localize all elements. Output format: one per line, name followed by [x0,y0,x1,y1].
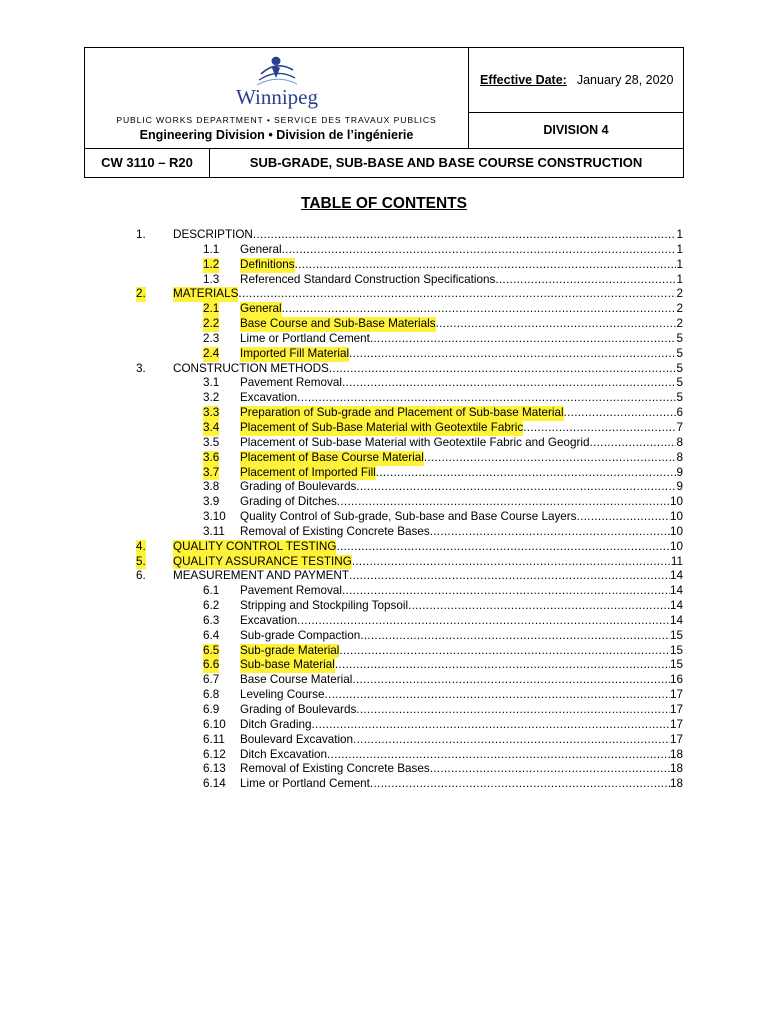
toc-entry-text: Imported Fill Material [240,346,350,360]
toc-entry-line [240,258,683,273]
toc-entry-text: Quality Control of Sub-grade, Sub-base and Base Course Layers [240,510,577,524]
toc-entry-line [173,362,683,377]
dot-leader [424,451,677,466]
toc-entry-page: 10 [669,524,683,538]
toc-entry-number: 6.11 [203,732,225,746]
toc-entry[interactable] [0,762,768,777]
toc-entry[interactable] [0,480,768,495]
toc-entry-number: 6.5 [203,643,220,657]
toc-entry-page: 14 [669,613,683,627]
toc-entry-number: 6.12 [203,747,226,761]
toc-entry-page: 6 [676,406,683,420]
toc-entry-page: 15 [669,658,683,672]
spec-code: CW 3110 – R20 [101,155,193,170]
toc-entry-line [240,406,683,421]
toc-entry[interactable] [0,569,768,584]
toc-entry[interactable] [0,555,768,570]
toc-entry-number: 1. [136,228,146,241]
dot-leader [327,748,670,763]
toc-entry-number: 6.14 [203,777,226,791]
toc-entry-number: 3.1 [203,376,220,390]
toc-entry-text: Sub-base Material [240,658,335,672]
toc-entry-line [240,525,683,540]
toc-entry[interactable] [0,243,768,258]
toc-entry[interactable] [0,421,768,436]
toc-entry-page: 14 [669,599,683,613]
toc-entry-number: 3.8 [203,480,220,494]
toc-entry-text: Excavation [240,391,298,405]
toc-entry-page: 2 [676,317,683,331]
toc-entry[interactable] [0,273,768,288]
effective-date-value: January 28, 2020 [576,73,674,87]
toc-entry[interactable] [0,376,768,391]
toc-entry[interactable] [0,644,768,659]
toc-entry-line [240,688,683,703]
toc-entry-line [240,629,683,644]
dot-leader [376,466,677,481]
toc-entry[interactable] [0,495,768,510]
toc-entry-number: 4. [136,539,146,553]
toc-entry[interactable] [0,436,768,451]
dot-leader [253,228,677,243]
toc-entry[interactable] [0,317,768,332]
dot-leader [295,258,677,273]
logo-wordmark: Winnipeg [236,85,318,109]
toc-entry-line [240,599,683,614]
dot-leader [436,317,677,332]
toc-entry-line [240,703,683,718]
toc-entry-page: 5 [676,346,683,360]
toc-entry-page: 15 [669,643,683,657]
toc-entry-line [173,228,683,243]
toc-entry-number: 3.9 [203,495,220,509]
toc-entry-number: 3.4 [203,420,220,434]
toc-entry[interactable] [0,748,768,763]
toc-entry-text: Ditch Excavation [240,747,328,761]
toc-entry-number: 6. [136,569,146,583]
toc-entry[interactable] [0,451,768,466]
toc-entry-text: General [240,302,282,316]
toc-entry-text: Definitions [240,257,295,271]
toc-entry-text: Excavation [240,613,298,627]
dot-leader [238,287,676,302]
toc-entry-number: 3.3 [203,406,220,420]
toc-entry-line [240,510,683,525]
toc-entry-page: 8 [676,450,683,464]
toc-entry-text: MEASUREMENT AND PAYMENT [173,569,349,583]
toc-entry-number: 2.4 [203,346,220,360]
toc-entry-number: 1.1 [203,242,220,256]
toc-entry-page: 2 [676,302,683,316]
toc-entry-page: 5 [676,331,683,345]
toc-entry-line [240,495,683,510]
dot-leader [297,614,670,629]
toc-entry-text: Leveling Course [240,688,325,702]
toc-entry-text: Base Course Material [240,673,353,687]
toc-entry-text: Pavement Removal [240,584,342,598]
toc-entry-line [240,762,683,777]
toc-entry-page: 17 [669,688,683,702]
dot-leader [342,376,676,391]
toc-entry-line [240,466,683,481]
dot-leader [329,362,677,377]
toc-entry-page: 1 [676,228,683,241]
toc-entry-page: 10 [669,495,683,509]
toc-entry-line [240,347,683,362]
toc-entry-number: 2.1 [203,302,220,316]
toc-entry-text: Base Course and Sub-Base Materials [240,317,436,331]
toc-entry-number: 1.3 [203,272,220,286]
toc-entry-page: 10 [669,510,683,524]
dot-leader [352,673,670,688]
toc-entry[interactable] [0,510,768,525]
toc-entry-line [240,376,683,391]
toc-entry-page: 9 [676,480,683,494]
toc-entry-number: 3. [136,361,146,375]
toc-entry-page: 7 [676,420,683,434]
toc-entry-page: 1 [676,272,683,286]
toc-entry[interactable] [0,703,768,718]
dot-leader [324,688,670,703]
toc-entry-page: 14 [669,569,683,583]
toc-entry-text: Sub-grade Compaction [240,628,361,642]
toc-entry-number: 3.5 [203,435,220,449]
toc-entry-text: QUALITY CONTROL TESTING [173,539,337,553]
toc-entry[interactable] [0,673,768,688]
toc-entry-page: 1 [676,257,683,271]
toc-entry-number: 6.9 [203,703,220,716]
dot-leader [282,302,677,317]
toc-entry-text: Pavement Removal [240,376,342,390]
toc-entry-text: DESCRIPTION [173,228,253,241]
toc-entry-line [240,614,683,629]
toc-entry-page: 17 [669,717,683,731]
header-divider [468,112,684,113]
toc-entry[interactable] [0,302,768,317]
toc-entry-text: Ditch Grading [240,717,312,731]
toc-entry-line [240,317,683,332]
toc-entry-page: 5 [676,376,683,390]
toc-entry-line [240,451,683,466]
toc-entry-line [173,555,683,570]
dot-leader [337,495,670,510]
toc-entry-page: 10 [669,539,683,553]
toc-entry[interactable] [0,718,768,733]
toc-entry-text: MATERIALS [173,287,239,301]
toc-entry-line [240,673,683,688]
toc-entry-number: 6.7 [203,673,220,687]
toc-entry-text: Sub-grade Material [240,643,340,657]
effective-date-label: Effective Date: [480,73,567,87]
dot-leader [408,599,670,614]
dot-leader [370,332,677,347]
toc-entry-line [240,243,683,258]
toc-entry-number: 5. [136,554,146,568]
toc-title: TABLE OF CONTENTS [301,195,467,212]
toc-entry[interactable] [0,332,768,347]
toc-entry[interactable] [0,599,768,614]
department-name: PUBLIC WORKS DEPARTMENT • SERVICE DES TRAVAUX PUBLICS [116,115,437,125]
dot-leader [356,703,670,718]
dot-leader [349,347,676,362]
toc-entry-text: QUALITY ASSURANCE TESTING [173,554,352,568]
toc-entry[interactable] [0,733,768,748]
toc-entry-page: 18 [669,747,683,761]
toc-entry[interactable] [0,629,768,644]
toc-entry-text: Boulevard Excavation [240,732,354,746]
toc-entry-line [173,540,683,555]
toc-entry-line [173,569,683,584]
document-header [84,47,684,178]
toc-entry-page: 15 [669,628,683,642]
toc-entry-page: 5 [676,391,683,405]
dot-leader [495,273,676,288]
toc-entry-number: 3.7 [203,465,220,479]
header-divider [85,148,683,149]
toc-entry-text: Lime or Portland Cement [240,777,370,791]
toc-entry-page: 16 [669,673,683,687]
toc-entry-text: Lime or Portland Cement [240,331,370,345]
toc-entry-number: 6.8 [203,688,220,702]
toc-entry[interactable] [0,347,768,362]
toc-entry-text: Grading of Boulevards [240,480,357,494]
toc-entry-page: 9 [676,465,683,479]
dot-leader [523,421,676,436]
toc-entry-line [240,748,683,763]
toc-entry[interactable] [0,688,768,703]
toc-entry[interactable] [0,525,768,540]
toc-entry-text: Placement of Sub-Base Material with Geotextile Fabric [240,420,524,434]
toc-entry-page: 11 [670,554,683,568]
toc-entry[interactable] [0,614,768,629]
division-name: Engineering Division • Division de l’ingénierie [139,128,414,142]
toc-entry-text: Removal of Existing Concrete Bases [240,524,430,538]
toc-entry[interactable] [0,466,768,481]
toc-entry-page: 18 [669,762,683,776]
toc-entry-line [240,480,683,495]
toc-entry[interactable] [0,658,768,673]
toc-entry-page: 14 [669,584,683,598]
toc-entry-number: 6.1 [203,584,220,598]
toc-entry-line [240,644,683,659]
dot-leader [360,629,670,644]
toc-entry-line [240,421,683,436]
toc-entry-number: 6.4 [203,628,220,642]
toc-entry-line [240,302,683,317]
dot-leader [430,525,670,540]
toc-entry-number: 3.2 [203,391,220,405]
dot-leader [577,510,670,525]
toc-entry-line [240,733,683,748]
toc-entry-number: 6.10 [203,717,226,731]
effective-date [480,73,680,87]
table-of-contents [0,228,768,792]
toc-entry-text: Stripping and Stockpiling Topsoil [240,599,409,613]
toc-entry-number: 6.3 [203,613,220,627]
dot-leader [352,555,671,570]
toc-entry-page: 17 [669,703,683,716]
toc-entry-line [240,273,683,288]
toc-entry-number: 6.6 [203,658,220,672]
dot-leader [335,658,670,673]
toc-entry[interactable] [0,540,768,555]
dot-leader [282,243,677,258]
toc-entry-line [240,584,683,599]
toc-entry-line [173,287,683,302]
toc-entry[interactable] [0,777,768,792]
toc-entry-text: Referenced Standard Construction Specifications [240,272,496,286]
toc-entry-text: Grading of Boulevards [240,703,357,716]
toc-entry-text: Preparation of Sub-grade and Placement of Sub-base Material [240,406,564,420]
toc-entry-line [240,658,683,673]
division-label: DIVISION 4 [543,123,609,137]
toc-entry[interactable] [0,584,768,599]
toc-entry-text: Placement of Sub-base Material with Geotextile Fabric and Geogrid [240,435,590,449]
toc-entry-text: Placement of Base Course Material [240,450,424,464]
toc-entry-line [240,332,683,347]
dot-leader [370,777,670,792]
toc-entry[interactable] [0,287,768,302]
toc-entry[interactable] [0,362,768,377]
toc-entry-line [240,777,683,792]
dot-leader [353,733,670,748]
toc-entry-line [240,436,683,451]
toc-entry-number: 3.6 [203,450,220,464]
toc-entry-number: 1.2 [203,257,220,271]
toc-entry-page: 8 [676,435,683,449]
toc-entry-number: 2. [136,287,146,301]
dot-leader [336,540,670,555]
toc-entry-page: 5 [676,361,683,375]
toc-entry-page: 17 [669,732,683,746]
dot-leader [297,391,676,406]
dot-leader [564,406,677,421]
dot-leader [349,569,670,584]
toc-entry-text: Placement of Imported Fill [240,465,376,479]
toc-entry-page: 2 [676,287,683,301]
toc-entry-number: 6.2 [203,599,220,613]
dot-leader [356,480,676,495]
toc-entry-number: 2.2 [203,317,220,331]
toc-entry-text: Removal of Existing Concrete Bases [240,762,430,776]
toc-entry[interactable] [0,391,768,406]
toc-entry-number: 3.10 [203,510,226,524]
toc-entry-page: 1 [676,242,683,256]
toc-entry[interactable] [0,228,768,243]
toc-entry-number: 2.3 [203,331,220,345]
toc-entry-number: 3.11 [203,524,225,538]
toc-entry-text: Grading of Ditches [240,495,337,509]
toc-entry-text: General [240,242,282,256]
dot-leader [342,584,670,599]
toc-entry-text: CONSTRUCTION METHODS [173,361,329,375]
toc-entry-number: 6.13 [203,762,226,776]
dot-leader [430,762,670,777]
spec-title: SUB-GRADE, SUB-BASE AND BASE COURSE CONSTRUCTION [249,155,643,170]
toc-entry-page: 18 [669,777,683,791]
dot-leader [311,718,670,733]
toc-entry-line [240,718,683,733]
toc-entry-line [240,391,683,406]
dot-leader [590,436,677,451]
dot-leader [339,644,670,659]
toc-entry[interactable] [0,258,768,273]
toc-entry[interactable] [0,406,768,421]
